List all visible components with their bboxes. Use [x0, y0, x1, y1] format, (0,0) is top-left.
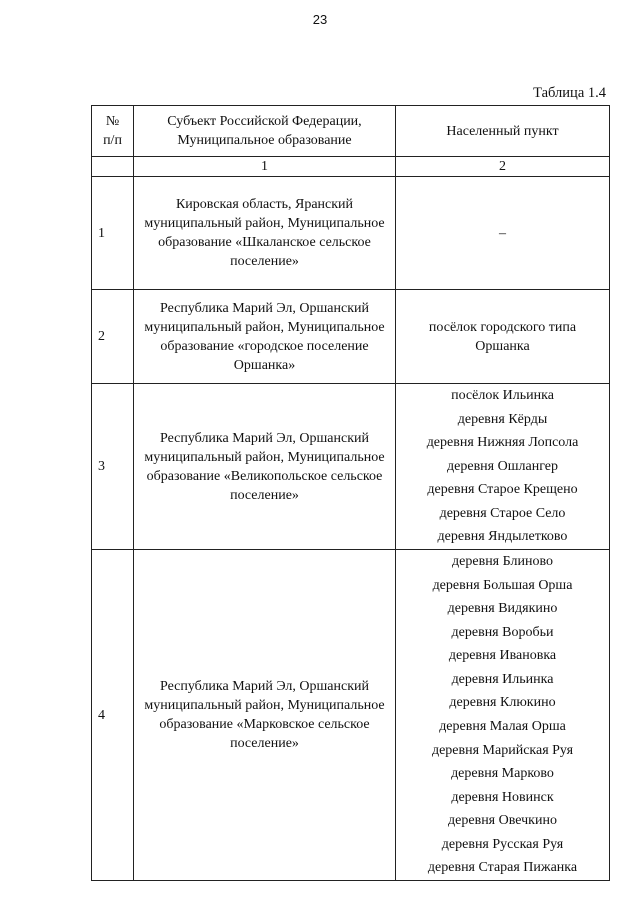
index-num — [92, 157, 134, 177]
settlement-item: деревня Яндылетково — [437, 529, 568, 545]
settlement-item: деревня Овечкино — [448, 813, 557, 829]
table-row — [92, 290, 610, 384]
header-subject: Субъект Российской Федерации, Муниципальное образование — [134, 106, 396, 157]
settlement-item: деревня Большая Орша — [432, 577, 573, 593]
column-index-row — [92, 157, 610, 177]
settlement-item: деревня Старая Пижанка — [427, 860, 578, 876]
settlement-item: деревня Кёрды — [457, 411, 548, 427]
settlement-item: деревня Видякино — [447, 601, 558, 617]
settlement-item: деревня Ильинка — [451, 671, 554, 687]
row-number: 3 — [92, 384, 134, 550]
settlements-table — [91, 105, 610, 881]
row-settlements — [396, 384, 610, 550]
settlement-item: деревня Нижняя Лопсола — [426, 435, 579, 451]
row-settlements — [396, 550, 610, 881]
settlement-list — [396, 550, 609, 880]
settlement-item: деревня Малая Орша — [439, 718, 566, 734]
settlement-item: деревня Новинск — [451, 789, 554, 805]
page-number: 23 — [312, 12, 328, 27]
row-settlement: – — [396, 177, 610, 290]
settlement-item: деревня Ивановка — [448, 648, 557, 664]
table-row — [92, 384, 610, 550]
table-header-row — [92, 106, 610, 157]
row-number: 1 — [92, 177, 134, 290]
table-row — [92, 177, 610, 290]
header-num: № п/п — [92, 106, 134, 157]
row-subject: Республика Марий Эл, Оршанский муниципальный район, Муниципальное образование «Марковское сельское поселение» — [134, 550, 396, 881]
settlement-item: деревня Русская Руя — [441, 836, 564, 852]
settlement-item: деревня Клюкино — [449, 695, 556, 711]
row-settlement: посёлок городского типа Оршанка — [396, 290, 610, 384]
settlement-item: деревня Ошлангер — [447, 458, 558, 474]
table-row — [92, 550, 610, 881]
settlement-item: деревня Марково — [451, 766, 554, 782]
row-subject: Республика Марий Эл, Оршанский муниципальный район, Муниципальное образование «Великопольское сельское поселение» — [134, 384, 396, 550]
settlement-item: деревня Старое Крещено — [427, 482, 578, 498]
index-subject: 1 — [134, 157, 396, 177]
settlement-list — [396, 384, 609, 549]
table-caption: Таблица 1.4 — [533, 85, 606, 101]
settlement-item: деревня Воробьи — [451, 624, 554, 640]
row-number: 4 — [92, 550, 134, 881]
settlement-item: деревня Старое Село — [439, 505, 566, 521]
row-subject: Республика Марий Эл, Оршанский муниципальный район, Муниципальное образование «городское поселение Оршанка» — [134, 290, 396, 384]
settlement-item: деревня Марийская Руя — [431, 742, 574, 758]
row-subject: Кировская область, Яранский муниципальный район, Муниципальное образование «Шкаланское сельское поселение» — [134, 177, 396, 290]
index-settlement: 2 — [396, 157, 610, 177]
row-number: 2 — [92, 290, 134, 384]
header-settlement: Населенный пункт — [396, 106, 610, 157]
settlement-item: деревня Блиново — [452, 554, 553, 569]
settlement-item: посёлок Ильинка — [451, 388, 554, 403]
